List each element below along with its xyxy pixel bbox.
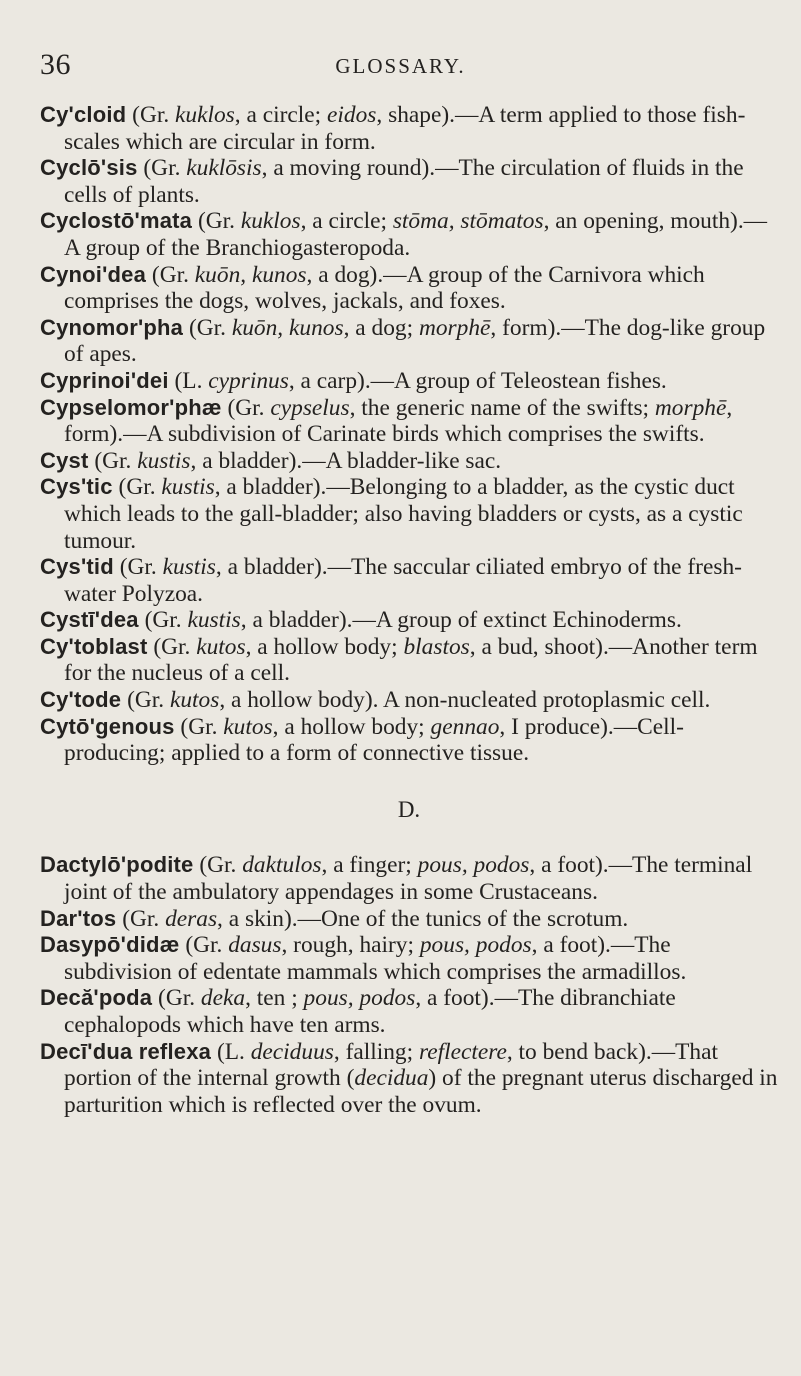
- entry-etymon: kustis: [161, 474, 215, 501]
- entry-text: , a bladder).—A bladder-like sac.: [190, 447, 502, 474]
- entry-headword: Decă'poda: [40, 985, 153, 1011]
- entry-text: , to bend back).—That portion of the internal growth (: [64, 1038, 718, 1092]
- glossary-entry: [40, 714, 778, 767]
- entry-etymon: stōma, stōmatos: [392, 208, 544, 235]
- entry-text: , a hollow body). A non-nucleated protoplasmic cell.: [219, 687, 711, 714]
- glossary-section-d: [40, 852, 778, 1118]
- glossary-entry: [40, 315, 778, 368]
- entry-etymon: reflectere: [418, 1038, 507, 1065]
- entry-text: , shape).—A term applied to those fish-scales which are circular in form.: [64, 102, 746, 155]
- entry-headword: Cyclō'sis: [40, 155, 138, 181]
- entry-etymon: deras: [165, 905, 218, 932]
- entry-etymon: morphē: [418, 314, 491, 341]
- entry-text: (Gr.: [180, 713, 224, 740]
- entry-text: (Gr.: [188, 314, 232, 341]
- glossary-entry: [40, 985, 778, 1038]
- entry-text: (Gr.: [227, 394, 271, 421]
- entry-text: (Gr.: [144, 607, 188, 634]
- entry-etymon: dasus: [228, 932, 282, 959]
- glossary-entry: [40, 906, 778, 933]
- entry-text: , ten ;: [245, 985, 304, 1012]
- entry-text: , rough, hairy;: [281, 932, 420, 959]
- entry-text: (Gr.: [197, 208, 241, 235]
- entry-text: , the generic name of the swifts;: [349, 394, 655, 421]
- entry-etymon: kustis: [187, 607, 241, 634]
- entry-text: (Gr.: [199, 852, 243, 879]
- glossary-entry: [40, 395, 778, 448]
- entry-etymon: cyprinus: [208, 367, 289, 394]
- entry-text: (Gr.: [151, 261, 195, 288]
- glossary-body: [40, 102, 778, 1118]
- entry-headword: Dasypō'didæ: [40, 932, 180, 958]
- entry-etymon: pous, podos: [419, 932, 532, 959]
- entry-text: (Gr.: [119, 554, 163, 581]
- entry-text: (L.: [174, 367, 209, 394]
- entry-text: , an opening, mouth).—A group of the Branchiogasteropoda.: [64, 208, 768, 261]
- entry-text: , a moving round).—The circulation of fluids in the cells of plants.: [64, 155, 744, 208]
- entry-headword: Cy'tode: [40, 687, 122, 713]
- entry-text: , a circle;: [234, 102, 328, 128]
- entry-etymon: kutos: [169, 687, 220, 714]
- glossary-entry: [40, 634, 778, 687]
- entry-text: (L.: [216, 1038, 251, 1065]
- entry-etymon: blastos: [403, 633, 470, 660]
- entry-headword: Cyst: [40, 447, 89, 473]
- entry-etymon: kuklōsis: [186, 155, 262, 182]
- entry-text: (Gr.: [185, 932, 229, 959]
- entry-text: (Gr.: [143, 155, 187, 182]
- entry-headword: Cys'tic: [40, 474, 113, 500]
- entry-text: ) of the pregnant uterus discharged in parturition which is reflected over the ovum.: [64, 1065, 778, 1118]
- entry-etymon: gennao: [430, 713, 500, 740]
- entry-etymon: kuōn, kunos: [194, 261, 307, 288]
- glossary-entry: [40, 607, 778, 634]
- entry-text: , a bladder).—A group of extinct Echinoderms.: [240, 607, 682, 634]
- entry-etymon: pous, podos: [303, 985, 416, 1012]
- glossary-entry: [40, 102, 778, 155]
- entry-text: , I produce).—Cell-producing; applied to a form of connective tissue.: [64, 713, 684, 767]
- glossary-entry: [40, 554, 778, 607]
- section-letter-d: D.: [397, 796, 421, 822]
- page-header: [40, 48, 761, 88]
- entry-text: (Gr.: [153, 633, 197, 660]
- entry-text: , a skin).—One of the tunics of the scrotum.: [217, 905, 629, 932]
- entry-text: , a foot).—The dibranchiate cephalopods which have ten arms.: [64, 985, 676, 1038]
- entry-etymon: kutos: [196, 633, 246, 660]
- entry-text: , a hollow body;: [272, 713, 431, 740]
- glossary-entry: [40, 208, 778, 261]
- entry-text: , a bud, shoot).—Another term for the nucleus of a cell.: [64, 633, 758, 687]
- entry-etymon: deciduus: [250, 1038, 334, 1065]
- entry-headword: Cyclostō'mata: [40, 208, 193, 234]
- entry-headword: Cyprinoi'dei: [40, 367, 169, 393]
- entry-headword: Cys'tid: [40, 554, 114, 580]
- entry-etymon: kuōn, kunos: [231, 314, 344, 341]
- entry-text: , a bladder).—The saccular ciliated embryo of the fresh-water Polyzoa.: [64, 554, 742, 607]
- entry-headword: Dactylō'podite: [40, 852, 194, 878]
- entry-text: (Gr.: [94, 447, 138, 474]
- glossary-entry: [40, 368, 778, 395]
- glossary-entry: [40, 687, 778, 714]
- glossary-entry: [40, 852, 778, 905]
- glossary-entry: [40, 474, 778, 554]
- glossary-entry: [40, 1039, 778, 1119]
- glossary-entry: [40, 448, 778, 475]
- entry-text: , a foot).—The terminal joint of the ambulatory appendages in some Crustaceans.: [64, 852, 753, 906]
- glossary-entry: [40, 262, 778, 315]
- entry-etymon: eidos: [327, 102, 377, 128]
- entry-text: , a dog).—A group of the Carnivora which comprises the dogs, wolves, jackals, and foxes.: [64, 261, 705, 315]
- entry-etymon: kuklos: [240, 208, 301, 235]
- entry-etymon: decidua: [354, 1065, 429, 1092]
- entry-text: , a circle;: [300, 208, 393, 235]
- entry-etymon: cypselus: [270, 394, 350, 421]
- entry-etymon: kustis: [162, 554, 216, 581]
- page-number: 36: [40, 48, 71, 81]
- glossary-section-c: [40, 102, 778, 767]
- entry-headword: Cynoi'dea: [40, 261, 147, 287]
- entry-text: , falling;: [333, 1038, 419, 1065]
- entry-text: , a hollow body;: [245, 633, 404, 660]
- entry-text: , form).—A subdivision of Carinate birds which comprises the swifts.: [64, 394, 733, 448]
- entry-text: , a dog;: [343, 314, 419, 341]
- glossary-entry: [40, 155, 778, 208]
- glossary-entry: [40, 932, 778, 985]
- entry-etymon: pous, podos: [417, 852, 530, 879]
- entry-text: (Gr.: [158, 985, 201, 1012]
- entry-headword: Cy'toblast: [40, 633, 148, 659]
- entry-text: (Gr.: [132, 102, 176, 128]
- entry-text: , a foot).—The subdivision of edentate mammals which comprises the armadillos.: [64, 932, 687, 985]
- entry-etymon: kuklos: [175, 102, 235, 128]
- running-head: GLOSSARY.: [335, 54, 466, 78]
- entry-etymon: morphē: [654, 394, 727, 421]
- entry-etymon: daktulos: [242, 852, 322, 879]
- entry-etymon: deka: [200, 985, 246, 1012]
- entry-headword: Cypselomor'phæ: [40, 394, 222, 420]
- entry-text: (Gr.: [127, 687, 170, 714]
- entry-headword: Cytō'genous: [40, 713, 175, 739]
- entry-headword: Cy'cloid: [40, 102, 127, 127]
- entry-etymon: kustis: [137, 447, 191, 474]
- entry-headword: Decī'dua reflexa: [40, 1038, 212, 1064]
- entry-text: , form).—The dog-like group of apes.: [64, 314, 766, 368]
- entry-headword: Cynomor'pha: [40, 314, 184, 340]
- entry-text: , a bladder).—Belonging to a bladder, as the cystic duct which leads to the gall-bladder; also having bladders or cysts, as a cystic tumour.: [64, 474, 743, 554]
- entry-headword: Dar'tos: [40, 905, 117, 931]
- entry-text: (Gr.: [122, 905, 166, 932]
- entry-headword: Cystī'dea: [40, 607, 139, 633]
- entry-text: (Gr.: [118, 474, 162, 501]
- entry-text: , a finger;: [321, 852, 418, 879]
- entry-etymon: kutos: [223, 713, 273, 740]
- entry-text: , a carp).—A group of Teleostean fishes.: [288, 367, 667, 394]
